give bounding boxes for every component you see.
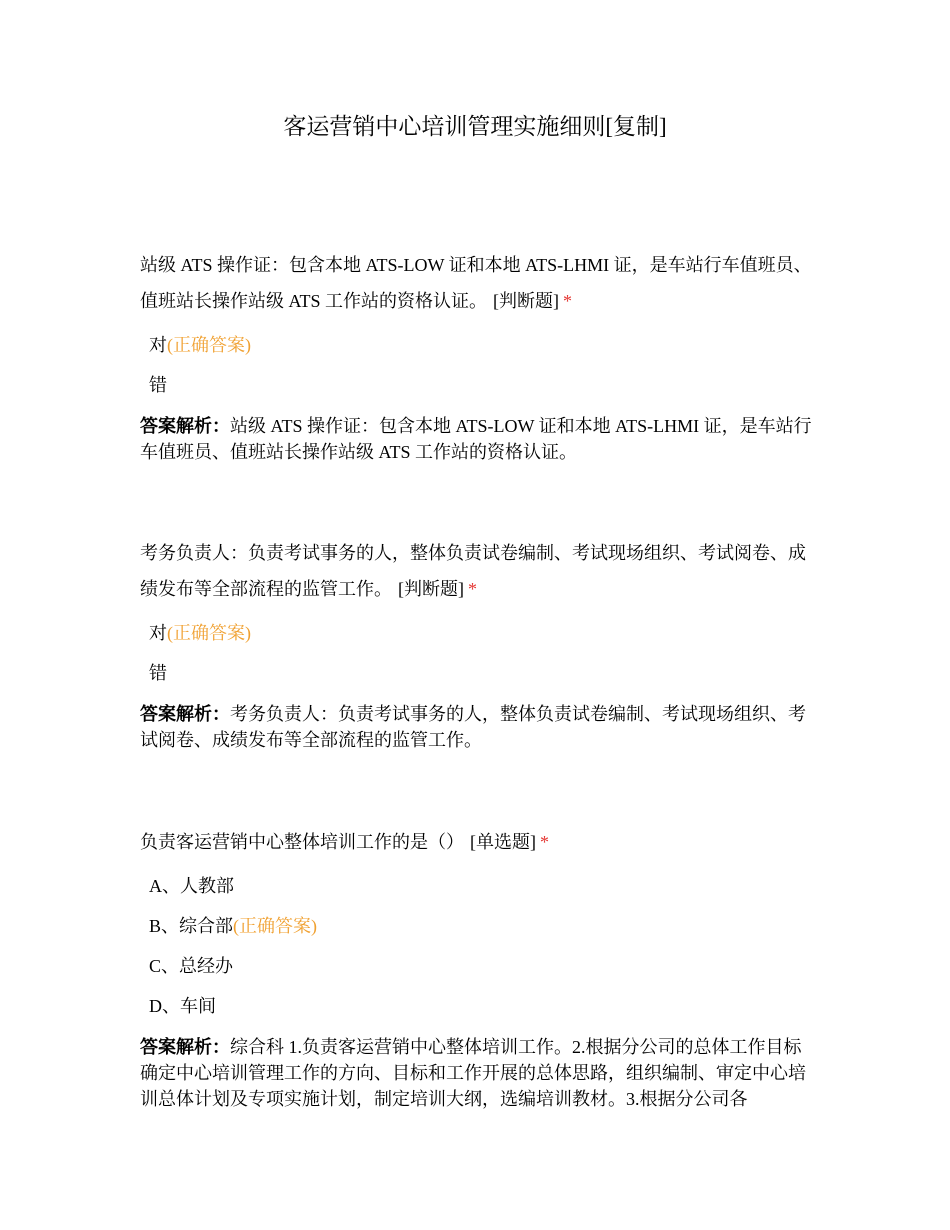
required-mark: * [563,291,573,311]
correct-answer-tag: (正确答案) [167,623,251,643]
option-list [140,866,812,1026]
question-text: 考务负责人：负责考试事务的人，整体负责试卷编制、考试现场组织、考试阅卷、成绩发布等全部流程的监管工作。 [140,543,806,599]
document-title: 客运营销中心培训管理实施细则[复制] [283,114,667,139]
question-type-label: [判断题] [398,579,464,599]
question-type-label: [单选题] [470,832,536,852]
option-item[interactable] [140,365,812,405]
answer-analysis [140,1034,812,1112]
question-text: 负责客运营销中心整体培训工作的是（） [140,832,464,852]
option-text: A、人教部 [149,876,234,896]
option-list [140,613,812,693]
correct-answer-tag: (正确答案) [233,916,318,936]
required-mark: * [540,832,549,852]
option-item[interactable] [140,986,812,1026]
option-text: 错 [149,663,167,683]
analysis-text: 综合科 1.负责客运营销中心整体培训工作。2.根据分公司的总体工作目标确定中心培训管理工作的方向、目标和工作开展的总体思路，组织编制、审定中心培训总体计划及专项实施计划，制定培训大纲，选编培训教材。3.根据分公司各 [140,1037,806,1109]
option-item[interactable] [140,653,812,693]
analysis-text: 站级 ATS 操作证：包含本地 ATS-LOW 证和本地 ATS-LHMI 证，是车站行车值班员、值班站长操作站级 ATS 工作站的资格认证。 [140,416,812,462]
analysis-text: 考务负责人：负责考试事务的人，整体负责试卷编制、考试现场组织、考试阅卷、成绩发布等全部流程的监管工作。 [140,704,806,750]
option-text: D、车间 [149,996,216,1016]
option-item[interactable] [140,866,812,906]
question-text: 站级 ATS 操作证：包含本地 ATS-LOW 证和本地 ATS-LHMI 证，是车站行车值班员、值班站长操作站级 ATS 工作站的资格认证。 [140,255,812,311]
option-text: 对 [149,623,167,643]
analysis-label: 答案解析： [140,1037,230,1057]
option-list [140,325,812,405]
question-1 [140,247,812,465]
question-3 [140,824,812,1112]
question-type-label: [判断题] [493,291,560,311]
option-text: B、综合部 [149,916,234,936]
question-stem [140,824,812,860]
option-item[interactable] [140,906,812,946]
question-2 [140,535,812,753]
option-item[interactable] [140,613,812,653]
required-mark: * [468,579,477,599]
option-item[interactable] [140,946,812,986]
analysis-label: 答案解析： [140,416,230,436]
correct-answer-tag: (正确答案) [167,335,251,355]
option-text: C、总经办 [149,956,234,976]
question-stem [140,247,812,319]
answer-analysis [140,701,812,753]
analysis-label: 答案解析： [140,704,230,724]
option-item[interactable] [140,325,812,365]
question-stem [140,535,812,607]
answer-analysis [140,413,812,465]
option-text: 错 [149,375,167,395]
option-text: 对 [149,335,167,355]
